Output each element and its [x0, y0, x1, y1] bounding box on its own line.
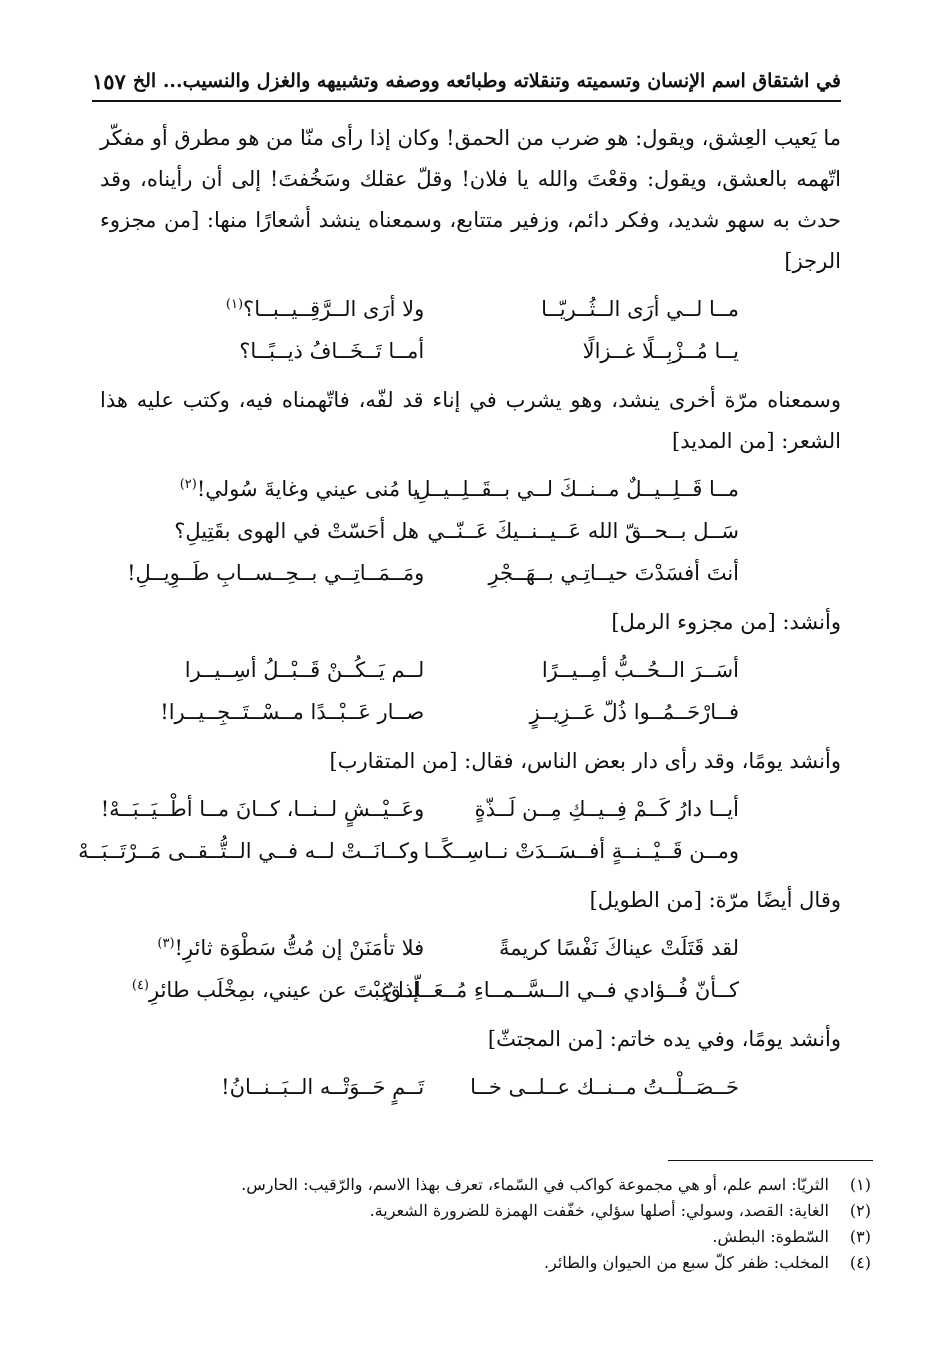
hemistich-second: ولا أرَى الــرَّقِــيــبــا؟$^{(١)}$	[225, 297, 425, 321]
footnote-number: (٣)	[849, 1227, 871, 1246]
hemistich-second: تَــمٍ حَــوَتْــه الــبَــنــانُ!	[221, 1075, 425, 1099]
page-body	[78, 118, 841, 1116]
hemistich-second: فلا تأمَنَنْ إن مُتُّ سَطْوَة ثائرِ!$^{(٣)}$	[157, 936, 425, 960]
hemistich-first: مــا لــي أرَى الــثُــريّــا	[541, 297, 739, 321]
footnote-number: (٤)	[849, 1253, 871, 1272]
hemistich-second: صــار عَــبْــدًا مــسْــتَــجِــيــرا!	[160, 700, 425, 724]
hemistich-first: لقد قَتَلَتْ عيناكَ نَفْسًا كريمةً	[498, 936, 739, 960]
hemistich-second: وكــانَــتْ لــه فــي الــتُّــقــى مَــرْتَــبَــهْ	[78, 839, 419, 863]
footnote-ref: (٤)	[131, 978, 149, 993]
footnote-ref: (٢)	[179, 477, 197, 492]
hemistich-first: أسَــرَ الــحُــبُّ أمِــيــرًا	[541, 658, 739, 682]
paragraph-2: وسمعناه مرّة أخرى ينشد، وهو يشرب في إناء قد لفّه، فاتّهمناه فيه، وكتب عليه هذا الشعر: [من المديد]	[100, 388, 841, 453]
verse	[100, 788, 841, 830]
footnote-text: المخلب: ظفر كلّ سبع من الحيوان والطائر.	[543, 1253, 829, 1272]
hemistich-first: أنتَ أفسَدْتَ حيــاتِـي بــهَــجْرِ	[488, 561, 739, 585]
running-header	[92, 62, 841, 102]
hemistich-first: يــا مُــزْبِــلًا غــزالًا	[582, 339, 739, 363]
poem-5	[100, 927, 841, 1011]
intro-3: وأنشد: [من مجزوء الرمل]	[611, 610, 841, 634]
verse	[100, 969, 841, 1011]
verse	[78, 830, 841, 872]
hemistich-first: حَــصَــلْــتُ مــنــك عــلــى خــا	[470, 1075, 739, 1099]
paragraph-1: ما يَعيب العِشق، ويقول: هو ضرب من الحمق! وكان إذا رأى منّا من هو مطرق أو مفكّر اتّهمه بالعشق، ويقول: وقعْتَ والله يا فلان! وقلّ عقلك وسَخُفتَ! إلى أن رأيناه، وقد حدث به سهو شديد، وفكر دائم، وزفير متتابع، وسمعناه ينشد أشعارًا منها: [من مجزوء الرجز]	[100, 126, 841, 273]
hemistich-second: يا مُنى عيني وغايةَ سُولي!$^{(٢)}$	[179, 477, 419, 501]
verse	[100, 552, 841, 594]
hemistich-second: لــم يَــكُــنْ قَــبْــلُ أسِــيــرا	[184, 658, 425, 682]
verse	[100, 1066, 841, 1108]
hemistich-second: ومَــمَــاتِــي بــحِــســابِ طَــوِيــلِ!	[127, 561, 425, 585]
verse	[100, 288, 841, 330]
hemistich-first: سَــل بــحــقّ الله عَــيــنــيكَ عَــنّــي	[427, 519, 739, 543]
hemistich-first: كــأنّ فُــؤادي فــي الــسَّــمــاءِ مُــعَــلّــقٌ	[384, 978, 739, 1002]
footnote-number: (١)	[849, 1175, 871, 1194]
hemistich-first: فــارْحَــمُــوا ذُلّ عَــزِيــزٍ	[529, 700, 739, 724]
hemistich-second: أمــا تَــخَــافُ ذيــبًــا؟	[239, 339, 425, 363]
footnote-text: السّطوة: البطش.	[712, 1227, 829, 1246]
footnote-text: الثريّا: اسم علم، أو هي مجموعة كواكب في السّماء، تعرف بهذا الاسم، والرّقيب: الحارس.	[241, 1175, 829, 1194]
verse	[100, 330, 841, 372]
hemistich-first: ومــن قَــيْــنــةٍ أفــسَــدَتْ نــاسِــكًــا	[423, 839, 739, 863]
verse	[100, 649, 841, 691]
hemistich-second: هل أحَسّتْ في الهوى بقَتِيلِ؟	[174, 519, 419, 543]
verse	[100, 927, 841, 969]
footnote	[92, 1224, 871, 1250]
hemistich-second: وعَــيْــشٍ لــنــا، كــانَ مــا أطْــيَــبَــهْ!	[100, 797, 425, 821]
footnote	[92, 1250, 871, 1276]
poem-4	[78, 788, 841, 872]
verse	[100, 510, 841, 552]
poem-1	[100, 288, 841, 372]
intro-5: وقال أيضًا مرّة: [من الطويل]	[589, 888, 841, 912]
footnote-ref: (١)	[225, 297, 244, 312]
hemistich-second: إذا غِبْتَ عن عيني، بمِخْلَب طائرِ$^{(٤)}$	[131, 978, 419, 1002]
footnotes	[92, 1172, 871, 1276]
verse	[100, 691, 841, 733]
footnote-separator	[668, 1160, 873, 1161]
poem-2	[100, 468, 841, 594]
page-number: ١٥٧	[92, 68, 126, 94]
hemistich-first: أيــا دارُ كَــمْ فِــيــكِ مِــن لَــذّةٍ	[474, 797, 739, 821]
footnote	[92, 1172, 871, 1198]
verse	[100, 468, 841, 510]
poem-6	[100, 1066, 841, 1108]
footnote-number: (٢)	[849, 1201, 871, 1220]
hemistich-first: مــا قَــلِــيــلٌ مــنــكَ لــي بــقَــلِــيــلِ	[415, 477, 739, 501]
footnote-text: الغاية: القصد، وسولي: أصلها سؤلي، خفّفت الهمزة للضرورة الشعرية.	[369, 1201, 829, 1220]
footnote-ref: (٣)	[157, 936, 175, 951]
running-title: في اشتقاق اسم الإنسان وتسميته وتنقلاته وطبائعه ووصفه وتشبيهه والغزل والنسيب... الخ	[132, 70, 841, 92]
footnote	[92, 1198, 871, 1224]
poem-3	[100, 649, 841, 733]
intro-6: وأنشد يومًا، وفي يده خاتم: [من المجتثّ]	[487, 1027, 841, 1051]
intro-4: وأنشد يومًا، وقد رأى دار بعض الناس، فقال: [من المتقارب]	[329, 749, 841, 773]
